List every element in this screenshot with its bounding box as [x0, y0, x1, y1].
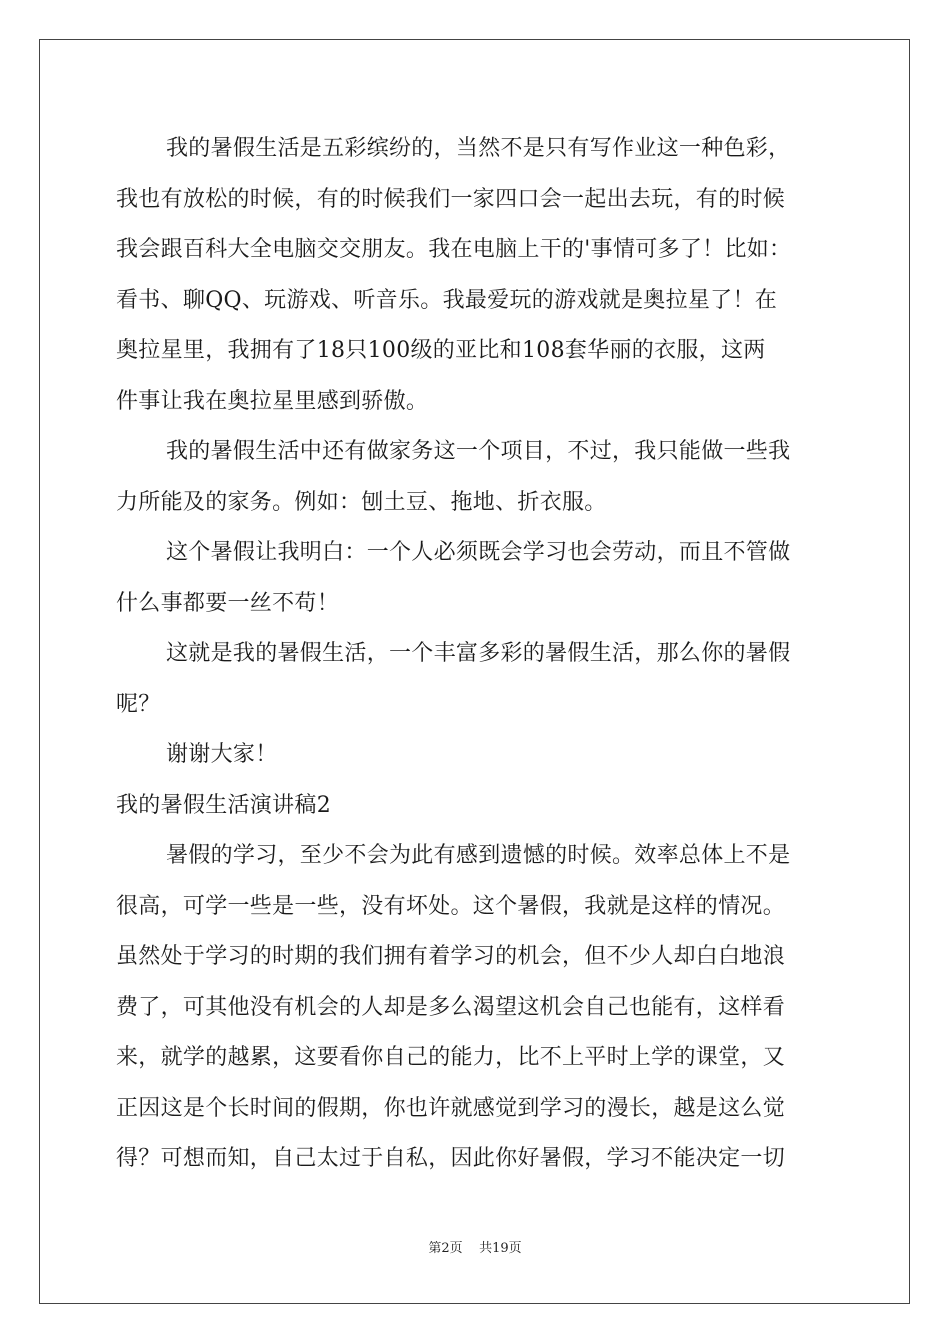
text-line: 力所能及的家务。例如：刨土豆、拖地、折衣服。: [116, 489, 607, 515]
document-body: [116, 124, 846, 1185]
text-line: 呢？: [116, 691, 161, 717]
text-line: 我的暑假生活演讲稿2: [116, 792, 331, 818]
text-line: 谢谢大家！: [166, 742, 278, 767]
text-line: 暑假的学习，至少不会为此有感到遗憾的时候。效率总体上不是: [166, 843, 791, 868]
text-line: 费了，可其他没有机会的人却是多么渴望这机会自己也能有，这样看: [116, 994, 786, 1020]
text-line: 这个暑假让我明白：一个人必须既会学习也会劳动，而且不管做: [166, 540, 791, 565]
page-footer: [0, 1237, 950, 1256]
text-line: 很高，可学一些是一些，没有坏处。这个暑假，我就是这样的情况。: [116, 893, 786, 919]
text-line: 虽然处于学习的时期的我们拥有着学习的机会，但不少人却白白地浪: [116, 944, 786, 969]
text-line: 奥拉星里，我拥有了18只100级的亚比和108套华丽的衣服，这两: [116, 338, 766, 363]
text-line: 件事让我在奥拉星里感到骄傲。: [116, 388, 429, 414]
text-line: 我的暑假生活中还有做家务这一个项目，不过，我只能做一些我: [166, 439, 791, 464]
page-total: 共19页: [479, 1241, 522, 1256]
page-number: 第2页: [428, 1241, 463, 1256]
text-line: 来，就学的越累，这要看你自己的能力，比不上平时上学的课堂，又: [116, 1045, 786, 1070]
text-line: 什么事都要一丝不苟！: [116, 590, 340, 616]
text-line: 我也有放松的时候，有的时候我们一家四口会一起出去玩，有的时候: [116, 186, 786, 212]
text-line: 我的暑假生活是五彩缤纷的，当然不是只有写作业这一种色彩，: [166, 136, 791, 161]
text-line: 我会跟百科大全电脑交交朋友。我在电脑上干的'事情可多了！比如：: [116, 237, 792, 262]
text-line: 正因这是个长时间的假期，你也许就感觉到学习的漫长，越是这么觉: [116, 1095, 786, 1121]
text-line: 得？可想而知，自己太过于自私，因此你好暑假，学习不能决定一切: [116, 1146, 786, 1171]
text-line: 这就是我的暑假生活，一个丰富多彩的暑假生活，那么你的暑假: [166, 641, 791, 666]
text-line: 看书、聊QQ、玩游戏、听音乐。我最爱玩的游戏就是奥拉星了！在: [116, 287, 778, 313]
